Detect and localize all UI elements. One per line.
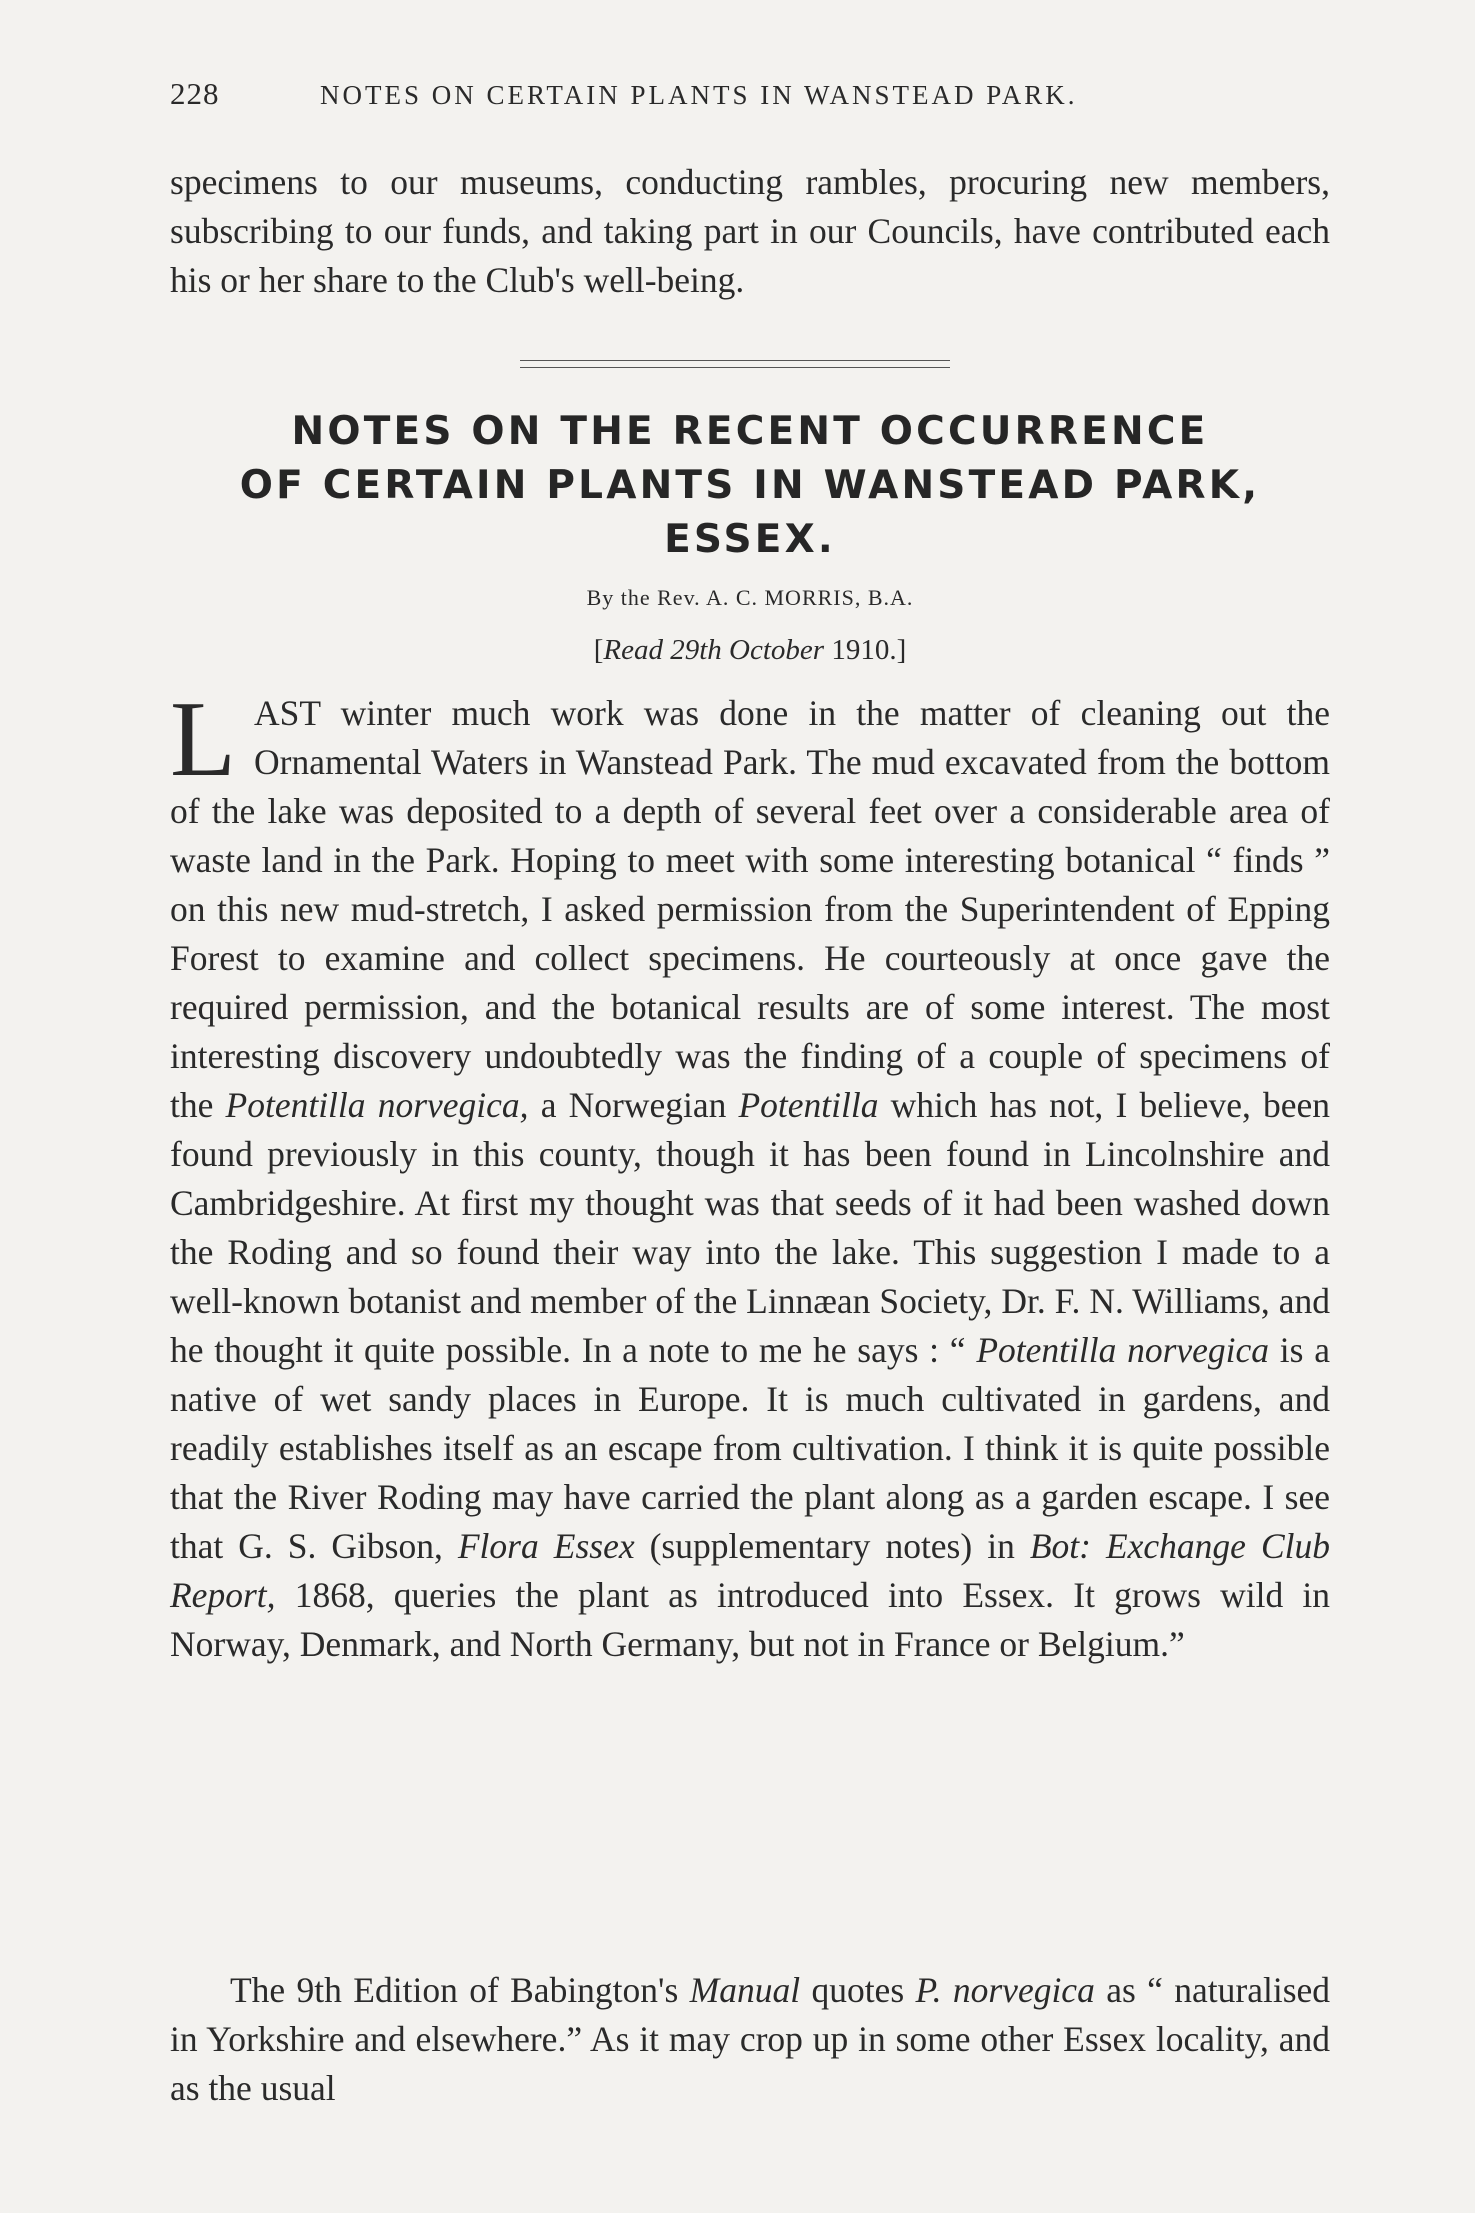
main-italic-1: Potentilla norvegica, — [225, 1085, 529, 1125]
main-text-3: which has not, I believe, been found previously in this county, though it has been found in Lincolnshire and Cambridgeshire. At first my thought was that seeds of it had been washed down the Roding and so found their way into the lake. This suggestion I made to a well-known botanist and member of the Linnæan Society, Dr. F. N. Williams, and he thought it quite possible. In a note to me he says : “ — [170, 1085, 1330, 1370]
read-date-bracket: [ — [593, 634, 604, 666]
main-text-1: AST winter much work was done in the matter of cleaning out the Ornamental Waters in Wanstead Park. The mud excavated from the bottom of the lake was deposited to a depth of several feet over a considerable area of waste land in the Park. Hoping to meet with some interesting botanical “ finds ” on this new mud-stretch, I asked permission from the Superintendent of Epping Forest to examine and collect specimens. He courteously at once gave the required permission, and the botanical results are of some interest. The most interesting discovery undoubtedly was the finding of a couple of specimens of the — [170, 693, 1330, 1125]
byline — [170, 585, 1330, 611]
second-italic-2: P. norvegica — [915, 1970, 1095, 2010]
drop-cap: L — [170, 680, 236, 799]
article-title-line-2: OF CERTAIN PLANTS IN WANSTEAD PARK, — [239, 463, 1261, 508]
article-title-line-3: ESSEX. — [664, 517, 836, 562]
main-italic-2: Potentilla — [738, 1085, 879, 1125]
second-italic-1: Manual — [689, 1970, 801, 2010]
byline-prefix: By the Rev. — [586, 585, 701, 610]
second-text-2: quotes — [800, 1970, 916, 2010]
main-text-5: (supplementary notes) in — [634, 1526, 1030, 1566]
author-name: A. C. MORRIS, B.A. — [705, 585, 914, 610]
main-italic-3: Potentilla norvegica — [976, 1330, 1270, 1370]
running-head — [170, 76, 1330, 116]
second-paragraph — [170, 1966, 1330, 2113]
second-text-3: as “ naturalised in Yorkshire and elsewhere.” As it may crop up in some other Essex locality, and as the usual — [170, 1970, 1331, 2108]
main-paragraph — [170, 680, 1330, 1669]
read-date-italic: Read 29th October — [603, 634, 825, 666]
opening-paragraph: specimens to our museums, conducting rambles, procuring new members, subscribing to our funds, and taking part in our Councils, have contributed each his or her share to the Club's well-being. — [170, 162, 1330, 300]
running-head-title: NOTES ON CERTAIN PLANTS IN WANSTEAD PARK. — [320, 80, 1078, 110]
main-text-2: a Norwegian — [528, 1085, 739, 1125]
article-title — [160, 405, 1340, 567]
read-date — [170, 634, 1330, 667]
main-italic-5: Bot: Exchange Club Report, — [170, 1526, 1330, 1615]
main-text-6: 1868, queries the plant as introduced into Essex. It grows wild in Norway, Denmark, and North Germany, but not in France or Belgium.” — [170, 1575, 1330, 1664]
main-text-4: is a native of wet sandy places in Europe. It is much cultivated in gardens, and readily establishes itself as an escape from cultivation. I think it is quite possible that the River Roding may have carried the plant along as a garden escape. I see that G. S. Gibson, — [170, 1330, 1330, 1566]
page-number: 228 — [170, 76, 220, 111]
second-text-1: The 9th Edition of Babington's — [230, 1970, 690, 2010]
read-date-year: 1910.] — [824, 634, 907, 666]
main-italic-4: Flora Essex — [457, 1526, 635, 1566]
section-divider — [520, 360, 950, 368]
article-title-line-1: NOTES ON THE RECENT OCCURRENCE — [291, 409, 1209, 454]
